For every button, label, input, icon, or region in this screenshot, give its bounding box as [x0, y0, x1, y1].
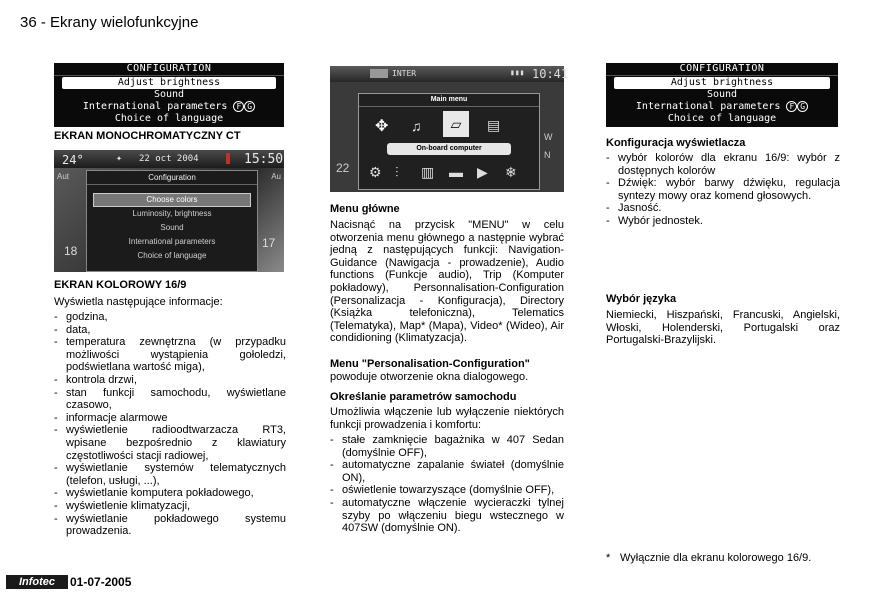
display-heading: Konfiguracja wyświetlacza	[606, 137, 746, 149]
menu-item-language: Choice of language	[667, 113, 777, 124]
mono-caption: EKRAN MONOCHROMATYCZNY CT	[54, 130, 241, 142]
popup-title: Configuration	[87, 171, 257, 185]
params-intro: Umożliwia włączenie lub wyłączenie niektórych funkcji prowadzenia i komfortu:	[330, 406, 564, 431]
menu-item-label: International parameters	[82, 101, 228, 112]
badge-g: G	[244, 101, 255, 112]
footnote-text: Wyłącznie dla ekranu kolorowego 16/9.	[620, 552, 812, 564]
navigation-icon: ✥	[375, 118, 389, 135]
menu-item-sound: Sound	[153, 89, 185, 100]
menu-item-adjust-brightness: Adjust brightness	[614, 77, 830, 89]
language-heading: Wybór języka	[606, 293, 677, 305]
badge-g: G	[797, 101, 808, 112]
list-item: - godzina,	[54, 311, 286, 324]
status-bar	[330, 66, 569, 82]
screen-header: CONFIGURATION	[606, 63, 838, 76]
menu-item-sound: Sound	[706, 89, 738, 100]
side-value: 22	[336, 161, 350, 175]
menu-item-language: Choice of language	[114, 113, 224, 124]
list-item: - Dźwięk: wybór barwy dźwięku, regulacja syntezy mowy oraz komend głosowych.	[606, 177, 840, 202]
option-choose-colors: Choose colors	[93, 193, 251, 207]
display-list	[606, 152, 840, 228]
left-value: 18	[64, 244, 78, 258]
temperature: 24°	[62, 153, 84, 167]
list-item: - wyświetlanie komputera pokładowego,	[54, 487, 286, 500]
menu-item-label: International parameters	[635, 101, 781, 112]
list-item: - automatyczne włączenie wycieraczki tylnej szyby po włączeniu biegu wstecznego w 407SW (domyślnie ON).	[330, 497, 564, 535]
infotec-logo: Infotec	[6, 575, 68, 589]
main-menu-popup	[358, 93, 540, 190]
main-menu-text: Nacisnąć na przycisk "MENU" w celu otworzenia menu głównego a następnie wybrać jedną z następujących funkcji: Navigation-Guidance (Nawigacja - prowadzenie), Audio functions (Funkcje audio), Trip (Komputer pokładowy), Personnalisation-Configuration (Personalizacja - Konfiguracja), Directory (Książka telefoniczna), Telematics (Telematyka), Map* (Mapa), Video* (Wideo), Air condidioning (Klimatyzacja).	[330, 219, 564, 345]
side-label-n: N	[544, 150, 551, 160]
list-item: - stałe zamknięcie bagażnika w 407 Sedan (domyślnie OFF),	[330, 434, 564, 459]
video-icon: ▶	[477, 164, 488, 180]
list-item: - informacje alarmowe	[54, 412, 286, 425]
list-item: - Jasność.	[606, 202, 840, 215]
left-label: Aut	[57, 172, 70, 181]
audio-icon: ♫	[411, 118, 422, 134]
radio-icon	[370, 69, 388, 78]
date: 22 oct 2004	[139, 154, 199, 164]
list-item: - wybór kolorów dla ekranu 16/9: wybór z dostępnych kolorów	[606, 152, 840, 177]
intro-text: Wyświetla następujące informacje:	[54, 296, 223, 308]
list-item: - automatyczne zapalanie świateł (domyślnie ON),	[330, 459, 564, 484]
list-item: - wyświetlanie systemów telematycznych (telefon, usługi, ...),	[54, 462, 286, 487]
list-item: - wyświetlenie klimatyzacji,	[54, 500, 286, 513]
clock: 10:41	[532, 67, 569, 81]
list-item: - temperatura zewnętrzna (w przypadku możliwości wystąpienia gołoledzi, podświetlana wartość miga),	[54, 336, 286, 374]
params-heading: Określanie parametrów samochodu	[330, 391, 517, 403]
badge-f: F	[786, 101, 797, 112]
config-popup	[86, 170, 258, 272]
footnote-marker: *	[606, 552, 611, 564]
side-label-w: W	[544, 132, 553, 142]
equalizer-icon: ⫶	[395, 164, 399, 180]
right-label: Au	[271, 172, 281, 181]
main-menu-heading: Menu główne	[330, 203, 400, 215]
clock: 15:50	[244, 152, 284, 167]
directory-icon: ▥	[421, 164, 435, 180]
option-international: International parameters	[128, 237, 216, 246]
color-caption: EKRAN KOLOROWY 16/9	[54, 279, 187, 291]
selected-item: On-board computer	[387, 143, 511, 155]
trip-computer-icon: ▱	[443, 111, 469, 137]
source: INTER	[392, 69, 417, 78]
footer-date: 01-07-2005	[70, 575, 132, 589]
status-bar	[54, 150, 284, 168]
list-item: - data,	[54, 324, 286, 337]
list-item: - kontrola drzwi,	[54, 374, 286, 387]
list-item: - oświetlenie towarzyszące (domyślnie OFF),	[330, 484, 564, 497]
list-item: - wyświetlanie pokładowego systemu prowadzenia.	[54, 513, 286, 538]
menu-item-international	[606, 101, 838, 113]
footnote	[606, 552, 840, 565]
params-list	[330, 434, 564, 535]
signal-icon: ▮▮▮	[510, 68, 525, 77]
right-value: 17	[262, 236, 276, 250]
badge-f: F	[233, 101, 244, 112]
alert-icon	[226, 153, 230, 164]
option-luminosity: Luminosity, brightness	[132, 209, 212, 218]
list-item: - wyświetlenie radioodtwarzacza RT3, wpisane bezpośrednio z klawiatury częstotliwości stacji radiowej,	[54, 424, 286, 462]
page-title: 36 - Ekrany wielofunkcyjne	[20, 14, 199, 31]
color-screen	[54, 150, 284, 272]
menu-item-adjust-brightness: Adjust brightness	[62, 77, 276, 89]
screen-header: CONFIGURATION	[54, 63, 284, 76]
car-icon: ✦	[116, 153, 123, 164]
personalisation-text: powoduje otworzenie okna dialogowego.	[330, 371, 529, 383]
telematics-icon: ⚙	[369, 164, 382, 180]
climate-icon: ❄	[505, 164, 517, 180]
main-menu-screen	[330, 66, 569, 192]
option-language: Choice of language	[137, 251, 207, 260]
config-icon: ▤	[487, 117, 501, 133]
personalisation-title: Menu "Personalisation-Configuration"	[330, 358, 530, 370]
monochrome-screen	[54, 63, 284, 127]
menu-title: Main menu	[359, 94, 539, 107]
monochrome-screen	[606, 63, 838, 127]
info-list	[54, 311, 286, 538]
option-sound: Sound	[160, 223, 184, 232]
language-text: Niemiecki, Hiszpański, Francuski, Angielski, Włoski, Holenderski, Portugalski oraz Portugalski-Brazylijski.	[606, 309, 840, 347]
menu-item-international	[54, 101, 284, 113]
list-item: - stan funkcji samochodu, wyświetlane czasowo,	[54, 387, 286, 412]
list-item: - Wybór jednostek.	[606, 215, 840, 228]
map-icon: ▬	[449, 164, 463, 180]
